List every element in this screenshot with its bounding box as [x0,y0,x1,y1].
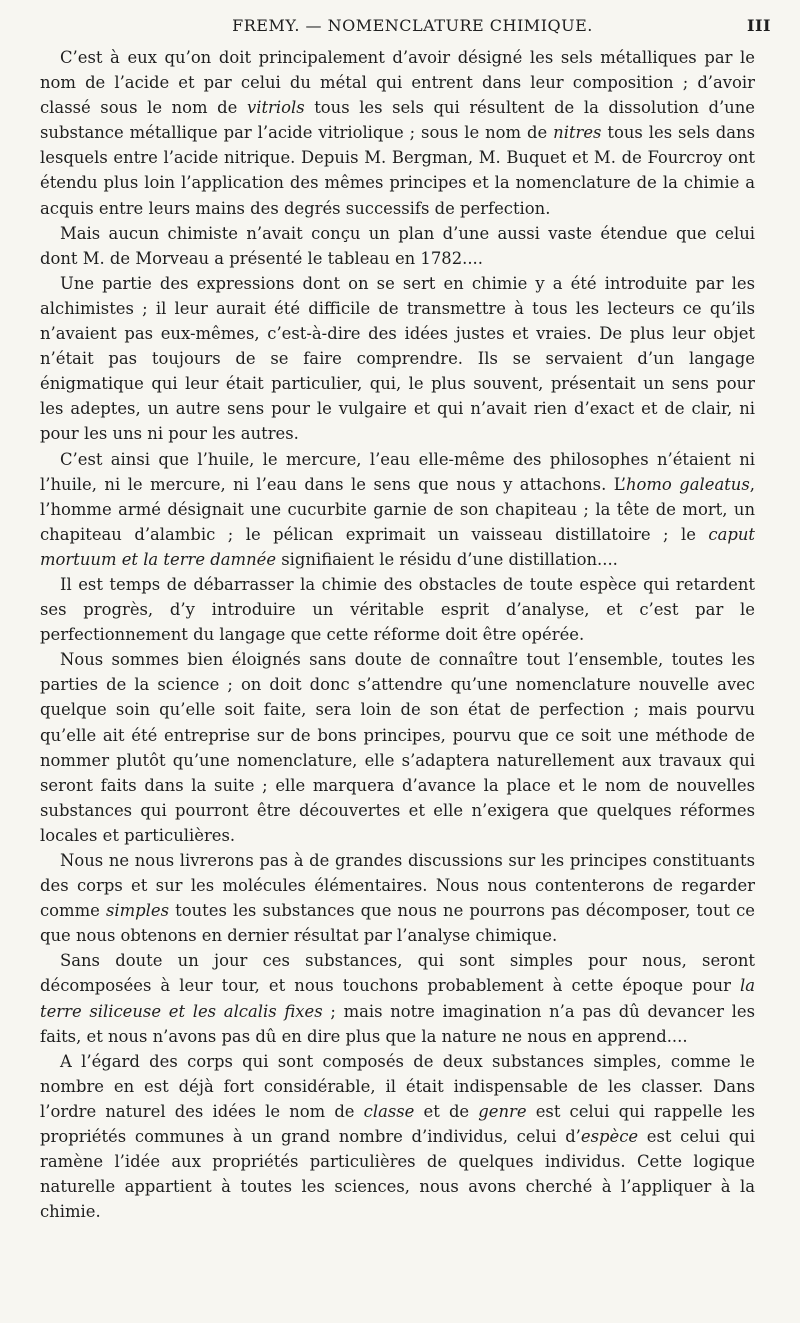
running-title: FREMY. — NOMENCLATURE CHIMIQUE. [232,16,593,35]
paragraph: Sans doute un jour ces substances, qui sont simples pour nous, seront décomposées à leur tour, et nous touchons probablement à cette époque pour la terre siliceuse et les alcalis fixes ; mais notre imagination n’a pas dû devancer les faits, et nous n’avons pas dû en dire plus que la nature ne nous en apprend.... [40,951,755,1046]
paragraph: C’est à eux qu’on doit principalement d’avoir désigné les sels métalliques par le nom de l’acide et par celui du métal qui entrent dans leur composition ; d’avoir classé sous le nom de vitriols tous les sels qui résultent de la dissolution d’une substance métallique par l’acide vitriolique ; sous le nom de nitres tous les sels dans lesquels entre l’acide nitrique. Depuis M. Bergman, M. Buquet et M. de Fourcroy ont étendu plus loin l’application des mêmes principes et la nomenclature de la chimie a acquis entre leurs mains des degrés successifs de perfection. [40,48,755,218]
paragraph: Nous ne nous livrerons pas à de grandes discussions sur les principes constituants des corps et sur les molécules élémentaires. Nous nous contenterons de regarder comme simples toutes les substances que nous ne pourrons pas décomposer, tout ce que nous obtenons en dernier résultat par l’analyse chimique. [40,851,756,946]
paragraph: Une partie des expressions dont on se sert en chimie y a été introduite par les alchimistes ; il leur aurait été difficile de transmettre à tous les lecteurs ce qu’ils n’avaient pas eux-mêmes, c’est-à-dire des idées justes et vraies. De plus leur objet n’était pas toujours de se faire comprendre. Ils se servaient d’un langage énigmatique qui leur était particulier, qui, le plus souvent, présentait un sens pour les adeptes, un autre sens pour le vulgaire et qui n’avait rien d’exact et de clair, ni pour les uns ni pour les autres. [40,273,755,444]
page-number: III [747,16,771,35]
paragraph: Nous sommes bien éloignés sans doute de connaître tout l’ensemble, toutes les parties de la science ; on doit donc s’attendre qu’une nomenclature nouvelle avec quelque soin qu’elle soit faite, sera loin de son état de perfection ; mais pourvu qu’elle ait été entreprise sur de bons principes, pourvu que ce soit une méthode de nommer plutôt qu’une nomenclature, elle s’adaptera naturellement aux travaux qui seront faits dans la suite ; elle marquera d’avance la place et le nom de nouvelles substances qui pourront être découvertes et elle n’exigera que quelques réformes locales et particulières. [40,650,755,845]
running-header [40,12,785,42]
paragraph: Il est temps de débarrasser la chimie des obstacles de toute espèce qui retardent ses progrès, d’y introduire un véritable esprit d’analyse, et c’est par le perfectionnement du langage que cette réforme doit être opérée. [40,574,755,645]
page-body [40,45,755,1224]
paragraph: C’est ainsi que l’huile, le mercure, l’eau elle-même des philosophes n’étaient ni l’huile, ni le mercure, ni l’eau dans le sens que nous y attachons. L’homo galeatus, l’homme armé désignait une cucurbite garnie de son chapiteau ; la tête de mort, un chapiteau d’alambic ; le pélican exprimait un vaisseau distillatoire ; le caput mortuum et la terre damnée signifiaient le résidu d’une distillation.... [40,449,755,569]
paragraph: Mais aucun chimiste n’avait conçu un plan d’une aussi vaste étendue que celui dont M. de Morveau a présenté le tableau en 1782.... [40,223,755,268]
paragraph: A l’égard des corps qui sont composés de deux substances simples, comme le nombre en est déjà fort considérable, il était indispensable de les classer. Dans l’ordre naturel des idées le nom de classe et de genre est celui qui rappelle les propriétés communes à un grand nombre d’individus, celui d’espèce est celui qui ramène l’idée aux propriétés particulières de quelques individus. Cette logique naturelle appartient à toutes les sciences, nous avons cherché à l’appliquer à la chimie. [40,1051,756,1222]
